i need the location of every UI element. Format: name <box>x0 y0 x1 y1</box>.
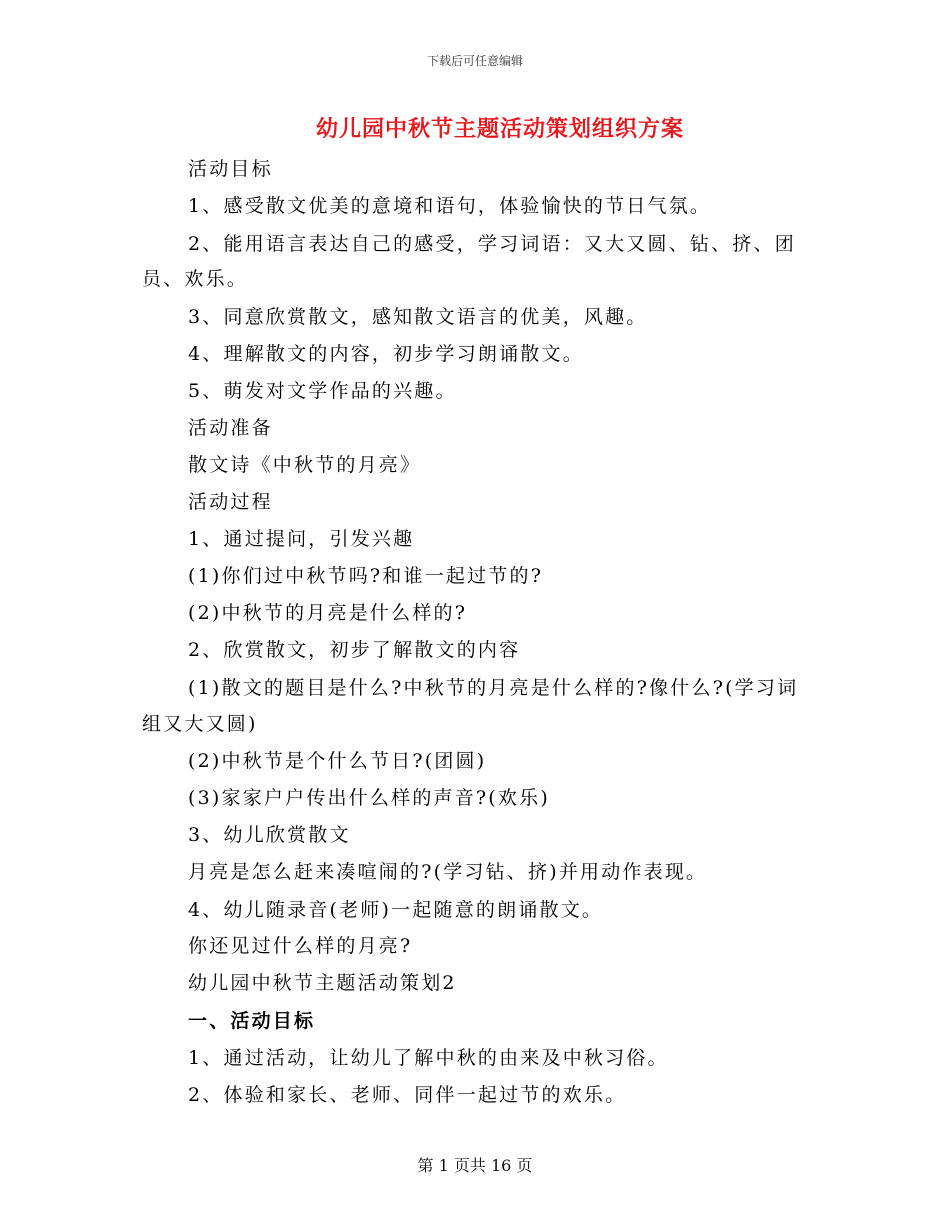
section-heading: 活动过程 <box>188 491 273 513</box>
paragraph-line: 员、欢乐。 <box>142 268 249 290</box>
paragraph-line: 2、欣赏散文，初步了解散文的内容 <box>188 639 521 661</box>
paragraph-line: 1、通过提问，引发兴趣 <box>188 528 415 550</box>
paragraph-line: (1)你们过中秋节吗?和谁一起过节的? <box>188 565 544 587</box>
section-heading: 一、活动目标 <box>188 1010 316 1032</box>
paragraph-line: 散文诗《中秋节的月亮》 <box>188 454 422 476</box>
paragraph-line: (3)家家户户传出什么样的声音?(欢乐) <box>188 787 550 809</box>
paragraph-line: 2、体验和家长、老师、同伴一起过节的欢乐。 <box>188 1084 627 1106</box>
paragraph-line: (2)中秋节是个什么节日?(团圆) <box>188 750 487 772</box>
paragraph-line: 你还见过什么样的月亮? <box>188 935 413 957</box>
paragraph-line: 组又大又圆) <box>142 713 258 735</box>
paragraph-line: 3、同意欣赏散文，感知散文语言的优美，风趣。 <box>188 306 648 328</box>
paragraph-line: 月亮是怎么赶来凑喧闹的?(学习钻、挤)并用动作表现。 <box>188 861 708 883</box>
section-heading: 活动目标 <box>188 158 273 180</box>
paragraph-line: 1、感受散文优美的意境和语句，体验愉快的节日气氛。 <box>188 195 712 217</box>
document-title: 幼儿园中秋节主题活动策划组织方案 <box>315 116 684 142</box>
paragraph-line: (1)散文的题目是什么?中秋节的月亮是什么样的?像什么?(学习词 <box>188 677 799 699</box>
paragraph-line: 3、幼儿欣赏散文 <box>188 824 351 846</box>
section-heading: 活动准备 <box>188 417 273 439</box>
paragraph-line: (2)中秋节的月亮是什么样的? <box>188 602 468 624</box>
paragraph-line: 4、理解散文的内容，初步学习朗诵散文。 <box>188 343 584 365</box>
paragraph-line: 1、通过活动，让幼儿了解中秋的由来及中秋习俗。 <box>188 1047 669 1069</box>
paragraph-line: 幼儿园中秋节主题活动策划2 <box>188 972 457 994</box>
paragraph-line: 5、萌发对文学作品的兴趣。 <box>188 380 457 402</box>
paragraph-line: 4、幼儿随录音(老师)一起随意的朗诵散文。 <box>188 899 604 921</box>
paragraph-line: 2、能用语言表达自己的感受，学习词语：又大又圆、钻、挤、团 <box>188 233 796 255</box>
page-number: 第 1 页共 16 页 <box>417 1156 533 1175</box>
header-note: 下载后可任意编辑 <box>426 54 523 68</box>
